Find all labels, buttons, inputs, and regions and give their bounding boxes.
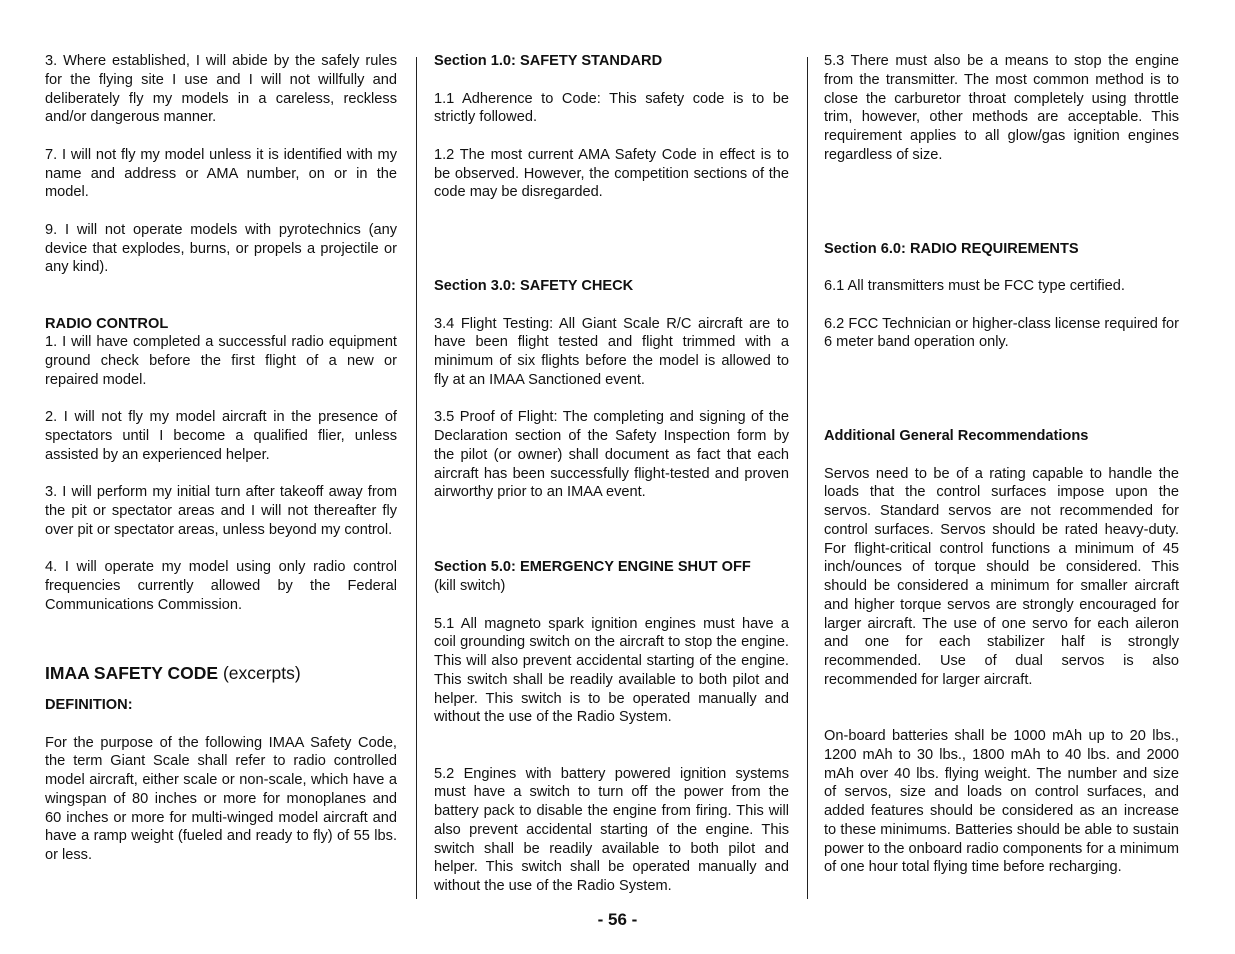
- section-1-2: 1.2 The most current AMA Safety Code in effect is to be observed. However, the competition sections of the code may be disregarded.: [434, 146, 789, 201]
- page-number: - 56 -: [597, 910, 638, 929]
- section-1-1: 1.1 Adherence to Code: This safety code is to be strictly followed.: [434, 90, 789, 126]
- section-3-5: 3.5 Proof of Flight: The completing and signing of the Declaration section of the Safety Inspection form by the pilot (or owner) shall document as fact that each aircraft has been successfully flight-tested and proven airworthy prior to an IMAA event.: [434, 409, 789, 501]
- imaa-title-main: IMAA SAFETY CODE: [45, 663, 219, 683]
- column-3: [824, 52, 1179, 877]
- radio-rule-3: 3. I will perform my initial turn after takeoff away from the pit or spectator areas and I will not thereafter fly over pit or spectator areas, unless beyond my control.: [45, 484, 397, 538]
- imaa-title-suffix: (excerpts): [218, 663, 301, 683]
- ama-rule-7: 7. I will not fly my model unless it is identified with my name and address or AMA number, on or in the model.: [45, 146, 397, 201]
- section-3-heading: Section 3.0: SAFETY CHECK: [434, 278, 634, 294]
- section-6-heading: Section 6.0: RADIO REQUIREMENTS: [824, 240, 1079, 257]
- definition-text: For the purpose of the following IMAA Safety Code, the term Giant Scale shall refer to radio controlled model aircraft, either scale or non-scale, which have a wingspan of 80 inches or more for monoplanes and 60 inches or more for multi-winged model aircraft and have a ramp weight (fueled and ready to fly) of 55 lbs. or less.: [45, 734, 397, 863]
- servos-recommendation: Servos need to be of a rating capable to handle the loads that the control surfaces impose upon the servos. Standard servos are not recommended for control surfaces. Servos should be rated heavy-duty. For flight-critical control functions a minimum of 45 inch/ounces of torque should be considered. This should be considered a minimum for smaller aircraft and higher torque servos are strongly encouraged for larger aircraft. The use of one servo for each aileron and one for each stabilizer half is strongly recommended. Use of dual servos is also recommended for larger aircraft.: [824, 465, 1179, 688]
- section-5-1: 5.1 All magneto spark ignition engines must have a coil grounding switch on the aircraft to stop the engine. This will also prevent accidental starting of the engine. This switch shall be readily available to both pilot and helper. This switch is to be operated manually and without the use of the Radio System.: [434, 615, 789, 726]
- section-6-2: 6.2 FCC Technician or higher-class license required for 6 meter band operation only.: [824, 315, 1180, 351]
- imaa-title: [45, 662, 397, 684]
- radio-rule-1: 1. I will have completed a successful radio equipment ground check before the first flight of a new or repaired model.: [45, 334, 397, 388]
- column-divider-left: [416, 57, 417, 899]
- section-6-1: 6.1 All transmitters must be FCC type certified.: [824, 278, 1125, 294]
- section-5-subheading: (kill switch): [434, 578, 506, 594]
- column-1: [45, 52, 397, 865]
- section-5-heading: Section 5.0: EMERGENCY ENGINE SHUT OFF: [434, 559, 751, 576]
- column-2: [434, 52, 789, 896]
- section-5-3: 5.3 There must also be a means to stop the engine from the transmitter. The most common method is to close the carburetor throat completely using throttle trim, however, other methods are acceptable. This requirement applies to all glow/gas ignition engines regardless of size.: [824, 53, 1179, 163]
- radio-control-heading: RADIO CONTROL: [45, 315, 169, 332]
- section-3-4: 3.4 Flight Testing: All Giant Scale R/C aircraft are to have been flight tested and flight trimmed with a minimum of six flights before the model is allowed to fly at an IMAA Sanctioned event.: [434, 315, 789, 388]
- radio-rule-4: 4. I will operate my model using only radio control frequencies currently allowed by the Federal Communications Commission.: [45, 559, 397, 613]
- batteries-recommendation: On-board batteries shall be 1000 mAh up to 20 lbs., 1200 mAh to 30 lbs., 1800 mAh to 40 lbs. and 2000 mAh over 40 lbs. flying weight. The number and size of servos, size and loads on control surfaces, and added features should be considered as an increase to these minimums. Batteries should be able to sustain power to the onboard radio components for a minimum of one hour total flying time before recharging.: [824, 728, 1179, 876]
- section-5-2: 5.2 Engines with battery powered ignition systems must have a switch to turn off the power from the battery pack to disable the engine from firing. This will also prevent accidental starting of the engine. This switch shall be readily available to both pilot and helper. This switch shall be operated manually and without the use of the Radio System.: [434, 765, 789, 894]
- additional-recommendations-heading: Additional General Recommendations: [824, 428, 1089, 444]
- section-1-heading: Section 1.0: SAFETY STANDARD: [434, 53, 663, 69]
- radio-rule-2: 2. I will not fly my model aircraft in the presence of spectators until I become a qualified flier, unless assisted by an experienced helper.: [45, 409, 397, 463]
- definition-heading: DEFINITION:: [45, 697, 133, 713]
- ama-rule-3: 3. Where established, I will abide by the safely rules for the flying site I use and I will not willfully and deliberately fly my models in a careless, reckless and/or dangerous manner.: [45, 53, 397, 126]
- ama-rule-9: 9. I will not operate models with pyrotechnics (any device that explodes, burns, or propels a projectile or any kind).: [45, 221, 397, 276]
- column-divider-right: [807, 57, 808, 899]
